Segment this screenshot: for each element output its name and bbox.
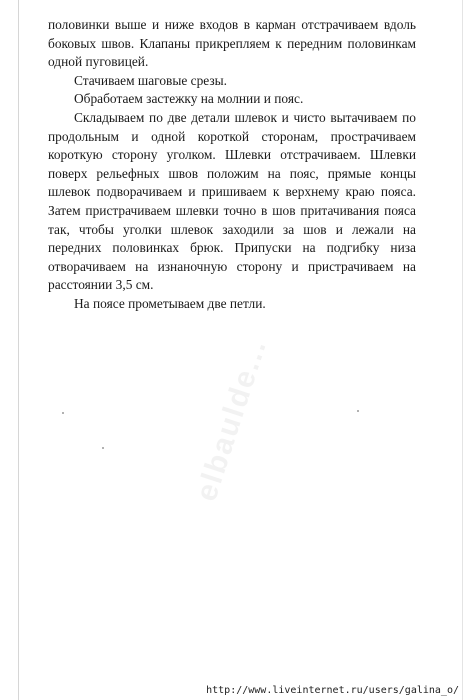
watermark: elbaulde...	[189, 334, 274, 506]
paragraph-2: Стачиваем шаговые срезы.	[74, 72, 228, 88]
paragraph-5: На поясе прометываем две петли.	[74, 295, 266, 311]
body-text	[48, 16, 416, 314]
scan-speck	[62, 412, 64, 414]
scan-speck	[357, 410, 359, 412]
footer-url[interactable]: http://www.liveinternet.ru/users/galina_o/	[206, 685, 459, 696]
page-right-edge	[462, 0, 463, 700]
paragraph-1: половинки выше и ниже входов в карман отстрачиваем вдоль боковых швов. Клапаны прикрепляем к передним половинкам одной пуговицей.	[48, 17, 416, 70]
paragraph-4: Складываем по две детали шлевок и чисто вытачиваем по продольным и одной короткой сторонам, прострачиваем короткую сторону уголком. Шлевки отстрачиваем. Шлевки поверх рельефных швов положим на пояс, прямые концы шлевок подворачиваем и пришиваем к верхнему краю пояса. Затем пристрачиваем шлевки точно в шов притачивания пояса так, чтобы уголки шлевок заходили за шов и лежали на передних половинках брюк. Припуски на подгибку низа отворачиваем на изнаночную сторону и пристрачиваем на расстоянии 3,5 см.	[48, 109, 416, 293]
scan-speck	[102, 447, 104, 449]
paragraph-3: Обработаем застежку на молнии и пояс.	[74, 91, 304, 107]
page-left-edge	[18, 0, 19, 700]
